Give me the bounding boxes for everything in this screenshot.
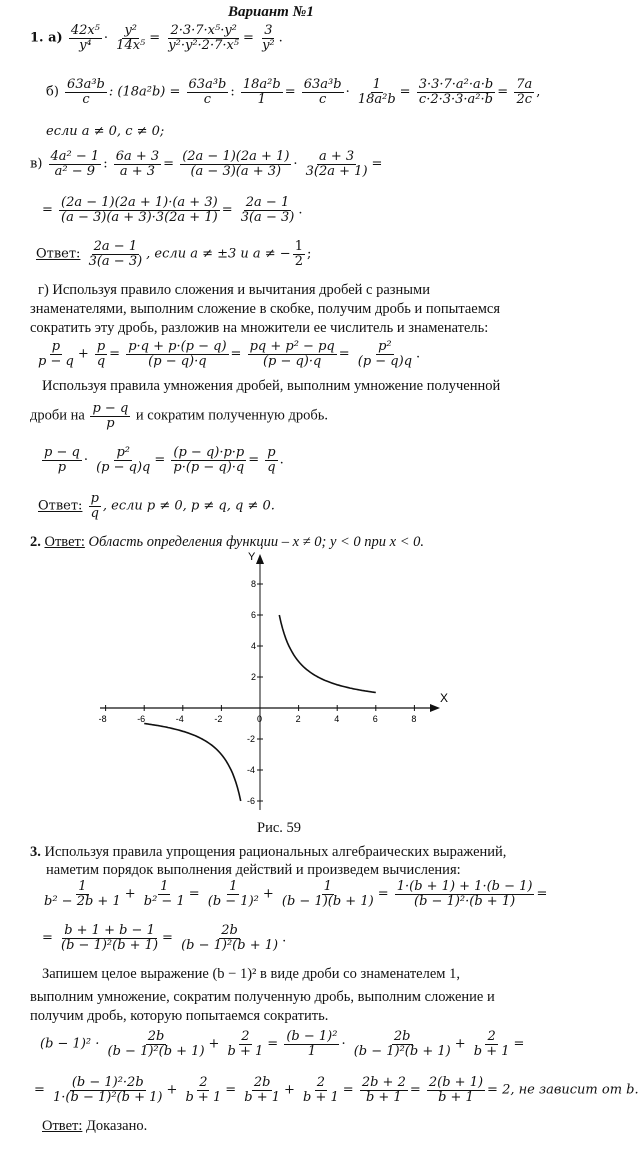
task1-b-condition: если a ≠ 0, c ≠ 0; [46,124,165,139]
task3-text-line2: наметим порядок выполнения действий и произведем вычисления: [46,862,461,878]
task3-para2-line3: получим дробь, которую попытаемся сократить. [30,1008,329,1024]
task3-para2-line1: Запишем целое выражение (b − 1)² в виде дроби со знаменателем 1, [42,966,460,982]
task3-answer: Ответ: Доказано. [42,1118,148,1134]
task1-g-answer: Ответ: $\frac{p}{q}$ , если p ≠ 0, p ≠ q, q ≠ 0. [38,491,275,521]
y-tick-label: 2 [251,672,257,682]
series-line-2 [144,724,241,802]
x-tick-label: -4 [175,714,184,724]
task3-expr2: = $\frac{b + 1 + b - 1}{\text{(b − 1)²(b + 1)}}$ = $\frac{2b}{\text{(b − 1)²(b + 1)}}$ . [42,923,287,953]
task1-g-text-line3: сократить эту дробь, разложив на множители ее числитель и знаменатель: [30,320,489,336]
x-tick-label: 6 [372,714,378,724]
x-tick-label: 0 [257,714,263,724]
item-label: б) [46,84,59,100]
task1-v-line2: = $\frac{(2a - 1)(2a + 1)\cdot(a + 3)}{(a - 3)(a + 3)\cdot 3(2a + 1)}$ = $\frac{2a - 1}{3(a - 3)}$ . [42,195,303,225]
y-axis-arrow [256,554,264,564]
answer-label: Ответ: [36,246,81,262]
function-graph [90,548,450,818]
task1-g-expr2: $\frac{p - q}{p}$ · $\frac{\text{p²}}{(p - q)q}$ = $\frac{(p - q)\cdot p\cdot p}{p\cdot(p - q)\cdot q}$ = $\frac{p}{q}$ . [44,445,284,475]
task3-expr1: $\frac{1}{\text{b² − 2b + 1}}$ + $\frac{1}{\text{b² − 1}}$ = $\frac{1}{\text{(b − 1)²}}$ + $\frac{1}{(b - 1)(b + 1)}$ = $\frac{1\cdot(b + 1) + 1\cdot(b - 1)}{\text{(b − 1)²·(b + 1)}}$ = [44,879,548,909]
y-tick-label: -6 [247,796,256,806]
x-tick-label: 2 [295,714,301,724]
x-tick-label: -8 [98,714,107,724]
y-axis-label: Y [248,551,256,563]
task2-answer: 2. Ответ: Область определения функции – x ≠ 0; y < 0 при x < 0. [30,534,425,550]
task1-g-para2-line2: дроби на $\frac{p - q}{p}$ и сократим полученную дробь. [30,401,328,431]
task1-g-text-line2: знаменателями, выполним сложение в скобке, получим дробь и попытаемся [30,301,501,317]
y-tick-label: 6 [251,610,257,620]
y-tick-label: -4 [247,765,256,775]
y-tick-label: 4 [251,641,257,651]
item-label: в) [30,156,43,172]
x-axis-arrow [430,704,440,712]
task3-para2-line2: выполним умножение, сократим полученную дробь, выполним сложение и [30,989,495,1005]
x-tick-label: 4 [334,714,340,724]
task1-b: б) $\frac{\text{63a³b}}{c}$ : (18a²b) = $\frac{\text{63a³b}}{c}$ : $\frac{\text{18a²b}}{1}$ = $\frac{\text{63a³b}}{c}$ · $\frac{1}{\text{18a²b}}$ = $\frac{\text{3·3·7·a²·a·b}}{\text{c·2·3·3·a²·b}}$ = $\frac{7a}{2c}$ , [46,77,541,107]
series-line-1 [279,615,376,693]
y-tick-label: 8 [251,579,257,589]
x-tick-label: 8 [411,714,417,724]
task1-a: 1. а) $\frac{\text{42x⁵}}{\text{y⁴}}$ · $\frac{\text{y²}}{\text{14x⁵}}$ = $\frac{\text{2·3·7·x⁵·y²}}{\text{y²·y²·2·7·x⁵}}$ = $\frac{3}{\text{y²}}$ . [30,23,283,53]
answer-label: Ответ: [38,498,83,514]
task3-text-line1: 3. Используя правила упрощения рациональных алгебраических выражений, [30,844,507,860]
answer-label: Ответ: [44,534,85,550]
task1-g-text-line1: г) Используя правило сложения и вычитания дробей с разными [38,282,430,298]
task1-v: в) $\frac{\text{4a² − 1}}{\text{a² − 9}}$ : $\frac{6a + 3}{a + 3}$ = $\frac{(2a - 1)(2a + 1)}{(a - 3)(a + 3)}$ · $\frac{a + 3}{3(2a + 1)}$ = [30,149,383,179]
task1-g-para2-line1: Используя правила умножения дробей, выполним умножение полученной [42,378,501,394]
x-axis-label: X [440,691,449,705]
figure-caption: Рис. 59 [257,820,302,836]
task3-expr3: (b − 1)² · $\frac{2b}{\text{(b − 1)²(b + 1)}}$ + $\frac{2}{b + 1}$ = $\frac{\text{(b − 1)²}}{1}$ · $\frac{2b}{\text{(b − 1)²(b + 1)}}$ + $\frac{2}{b + 1}$ = [40,1029,525,1059]
x-tick-label: -2 [214,714,223,724]
item-label: 1. а) [30,30,63,46]
y-tick-label: -2 [247,734,256,744]
task1-v-answer: Ответ: $\frac{2a - 1}{3(a - 3)}$ , если a ≠ ±3 и a ≠ − $\frac{1}{2}$ ; [36,239,312,269]
x-tick-label: -6 [137,714,146,724]
answer-label: Ответ: [42,1118,83,1134]
task1-g-expr1: $\frac{p}{p - q}$ + $\frac{p}{q}$ = $\frac{p\cdot q + p\cdot(p - q)}{(p - q)\cdot q}$ = $\frac{\text{pq + p² − pq}}{(p - q)\cdot q}$ = $\frac{\text{p²}}{(p - q)q}$ . [38,339,421,369]
task3-expr4: = $\frac{\text{(b − 1)²·2b}}{\text{1·(b − 1)²(b + 1)}}$ + $\frac{2}{b + 1}$ = $\frac{2b}{b + 1}$ + $\frac{2}{b + 1}$ = $\frac{2b + 2}{b + 1}$ = $\frac{2(b + 1)}{b + 1}$ = 2, не зависит от b. [34,1075,639,1105]
page-title: Вариант №1 [228,4,314,20]
